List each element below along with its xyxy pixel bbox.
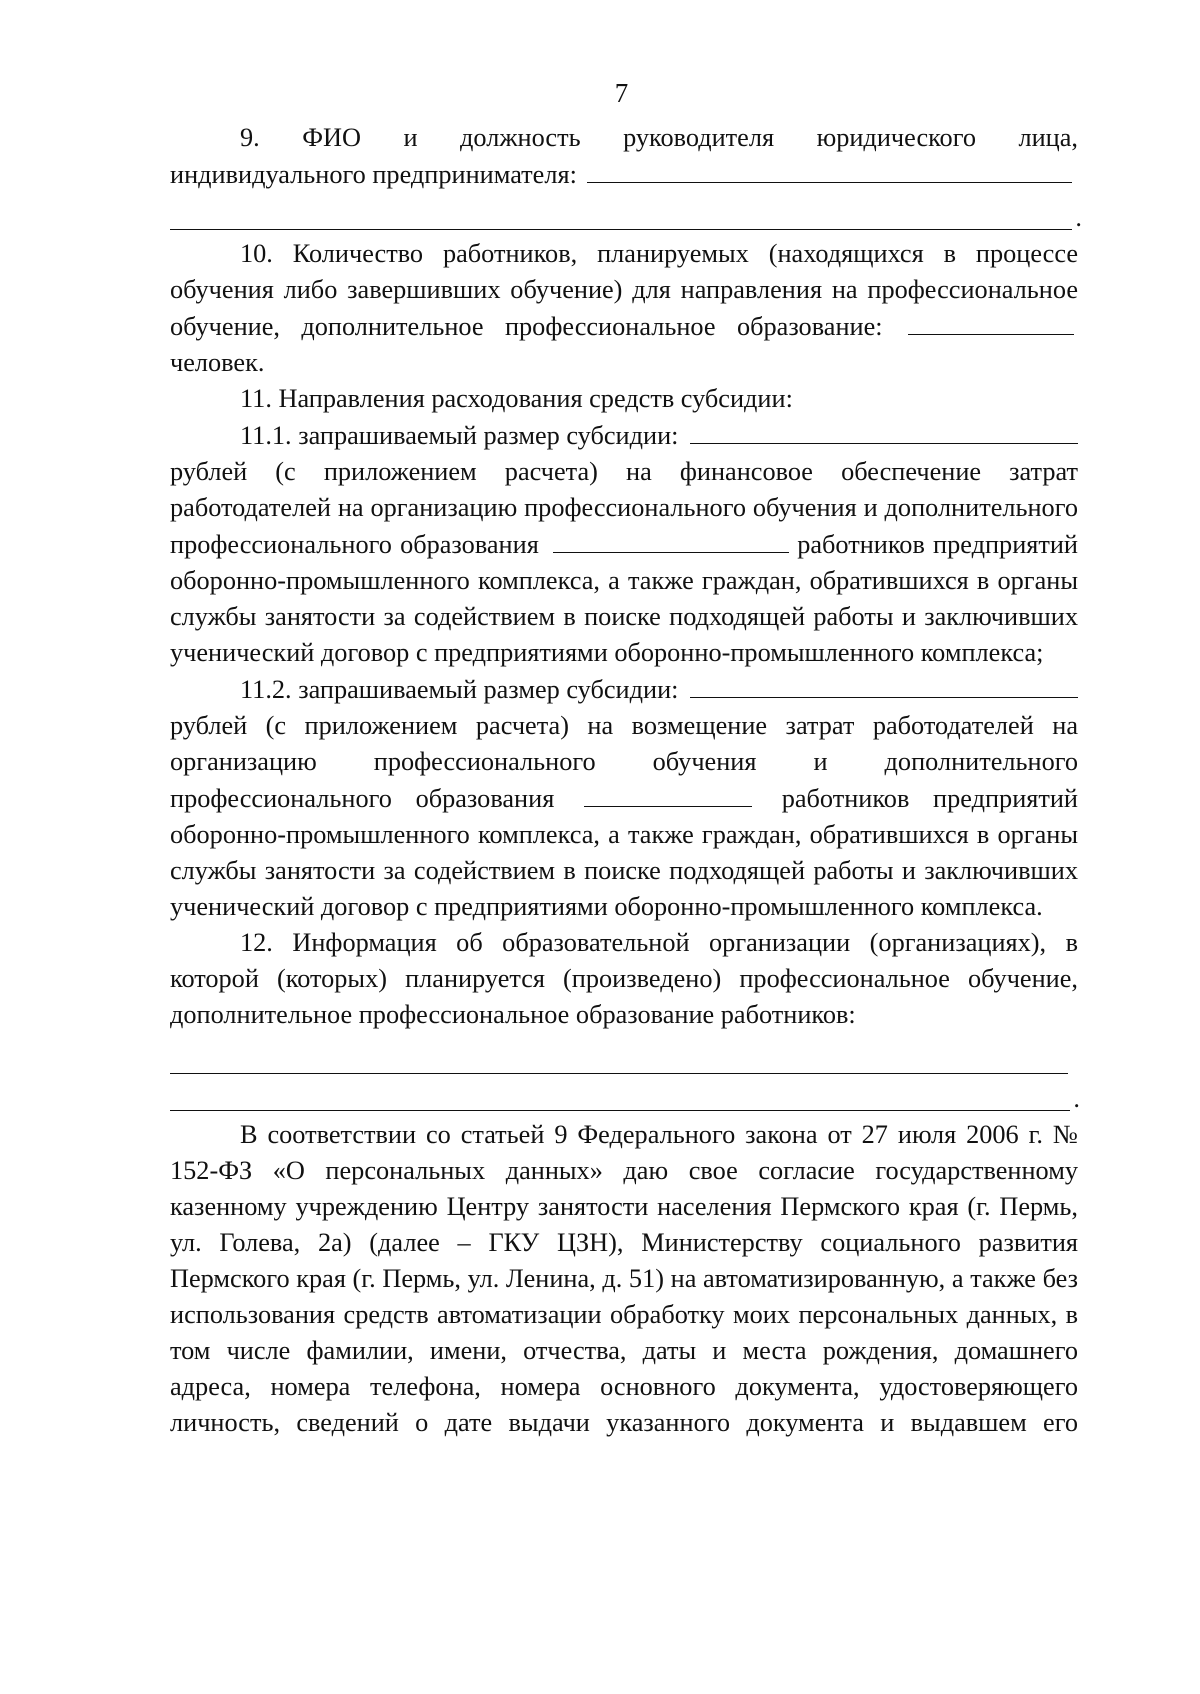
item11-1-text-a: рублей (с приложением расчета) на финансовое обеспечение затрат работодателей на организацию профессионального обучения и дополнительного профессионального образования — [170, 457, 1078, 559]
item10-tail: человек. — [170, 348, 265, 377]
item11-2-paragraph — [170, 708, 1078, 925]
item9-blank-2[interactable] — [170, 193, 1082, 232]
item11-1-text-b: работников предприятий оборонно-промышленного комплекса, а также граждан, обратившихся в органы службы занятости за содействием в поиске подходящей работы и заключивших ученический договор с предприятиями оборонно-промышленного комплекса; — [170, 530, 1079, 667]
item12-blank-1[interactable] — [170, 1033, 1068, 1074]
item9-line1: 9. ФИО и должность руководителя юридического лица, — [240, 123, 1078, 152]
consent-paragraph: В соответствии со статьей 9 Федерального закона от 27 июля 2006 г. № 152-ФЗ «О персональных данных» даю свое согласие государственному казенному учреждению Центру занятости населения Пермского края (г. Пермь, ул. Голева, 2а) (далее – ГКУ ЦЗН), Министерству социального развития Пермского края (г. Пермь, ул. Ленина, д. 51) на автоматизированную, а также без использования средств автоматизации обработку моих персональных данных, в том числе фамилии, имени, отчества, даты и места рождения, домашнего адреса, номера телефона, номера основного документа, удостоверяющего личность, сведений о дате выдачи указанного документа и выдавшем его — [170, 1120, 1078, 1437]
item10-count-blank[interactable] — [908, 308, 1074, 335]
item11-2-text-a: рублей (с приложением расчета) на возмещение затрат работодателей на организацию профессионального обучения и дополнительного профессионального образования — [170, 711, 1078, 813]
item11-1-paragraph — [170, 454, 1078, 671]
item11-1-label-line — [170, 417, 1078, 454]
item11-heading: 11. Направления расходования средств субсидии: — [240, 384, 793, 413]
item9-line2 — [170, 156, 1078, 193]
item12-end-mark: . — [1073, 1084, 1080, 1113]
item12-blank-2[interactable] — [170, 1074, 1080, 1113]
item11-1-blank[interactable] — [553, 526, 789, 553]
item9-end-mark: . — [1075, 203, 1082, 232]
item11-2-text-b: работников предприятий оборонно-промышленного комплекса, а также граждан, обратившихся в органы службы занятости за содействием в поиске подходящей работы и заключивших ученический договор с предприятиями оборонно-промышленного комплекса. — [170, 784, 1079, 921]
item9-label: индивидуального предпринимателя: — [170, 160, 577, 189]
document-body — [170, 120, 1082, 1441]
item11-1-amount-blank[interactable] — [690, 417, 1078, 444]
item9-blank-1[interactable] — [587, 156, 1072, 183]
item11-2-label: 11.2. запрашиваемый размер субсидии: — [240, 675, 679, 704]
page-number: 7 — [614, 78, 629, 108]
item11-1-label: 11.1. запрашиваемый размер субсидии: — [240, 421, 679, 450]
item11-2-label-line — [170, 671, 1078, 708]
item10-text: 10. Количество работников, планируемых (находящихся в процессе обучения либо завершивших обучение) для направления на профессиональное обучение, дополнительное профессиональное образование: — [170, 239, 1078, 341]
item11-2-blank[interactable] — [584, 780, 752, 807]
item10-paragraph — [170, 236, 1078, 381]
item11-2-amount-blank[interactable] — [690, 671, 1078, 698]
item12-paragraph: 12. Информация об образовательной организации (организациях), в которой (которых) планируется (произведено) профессиональное обучение, дополнительное профессиональное образование работников: — [170, 928, 1078, 1029]
